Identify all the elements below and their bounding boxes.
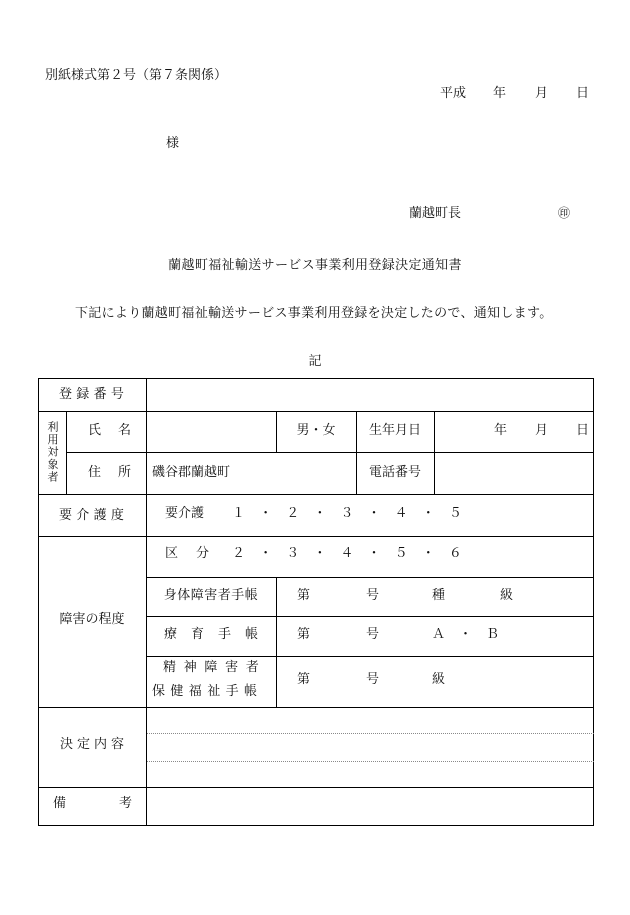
address-label: 住所	[88, 464, 149, 479]
column-divider	[276, 577, 277, 707]
row-divider	[146, 656, 594, 657]
address-value: 磯谷郡蘭越町	[152, 464, 231, 479]
remarks-label: 備考	[53, 795, 186, 810]
note-heading: 記	[308, 353, 322, 368]
category-option: ２	[232, 545, 246, 560]
column-divider	[66, 411, 67, 494]
option-separator: ・	[313, 505, 327, 520]
mental-no-suffix: 号	[366, 671, 380, 686]
care-level-prefix: 要介護	[165, 505, 205, 520]
subject-group-label: 利用対象者	[46, 421, 58, 484]
row-divider	[38, 707, 594, 708]
addressee-suffix: 様	[166, 135, 180, 150]
date-month: 月	[535, 85, 549, 100]
mental-grade: 級	[432, 671, 446, 686]
dotted-rule	[146, 761, 594, 762]
category-option: ４	[340, 545, 354, 560]
birthdate-day: 日	[576, 422, 590, 437]
row-divider	[146, 577, 594, 578]
care-level-options	[232, 505, 462, 521]
decision-label: 決定内容	[60, 736, 129, 751]
name-label: 氏名	[88, 422, 149, 437]
dotted-rule	[146, 733, 594, 734]
birthdate-year: 年	[494, 422, 508, 437]
body-text: 下記により蘭越町福祉輸送サービス事業利用登録を決定したので、通知します。	[75, 305, 553, 320]
mental-no-prefix: 第	[297, 671, 311, 686]
birthdate-label: 生年月日	[368, 422, 421, 437]
date-era: 平成	[440, 85, 467, 100]
rehabilitation-no-suffix: 号	[366, 626, 380, 641]
date-day: 日	[576, 85, 590, 100]
category-option: ５	[394, 545, 408, 560]
category-options	[232, 545, 462, 561]
sex-options: 男・女	[296, 422, 336, 437]
physical-handbook-label: 身体障害者手帳	[163, 587, 259, 602]
category-option: ６	[448, 545, 462, 560]
registration-number-label: 登録番号	[59, 386, 129, 401]
row-divider	[38, 411, 594, 412]
care-level-option: ２	[286, 505, 300, 520]
rehabilitation-option: Ａ	[432, 626, 446, 641]
physical-type: 種	[432, 587, 446, 602]
row-divider	[38, 787, 594, 788]
option-separator: ・	[259, 545, 273, 560]
category-option: ３	[286, 545, 300, 560]
row-divider	[38, 494, 594, 495]
rehabilitation-no-prefix: 第	[297, 626, 311, 641]
care-level-option: ４	[394, 505, 408, 520]
option-separator: ・	[459, 626, 473, 641]
seal-mark: ㊞	[558, 206, 571, 220]
care-level-option: １	[232, 505, 246, 520]
row-divider	[146, 616, 594, 617]
document-title: 蘭越町福祉輸送サービス事業利用登録決定通知書	[168, 257, 462, 272]
care-level-option: ５	[448, 505, 462, 520]
disability-label: 障害の程度	[59, 611, 125, 626]
care-level-option: ３	[340, 505, 354, 520]
option-separator: ・	[367, 505, 381, 520]
phone-label: 電話番号	[368, 464, 421, 479]
rehabilitation-handbook-label: 療育手帳	[164, 626, 273, 641]
option-separator: ・	[313, 545, 327, 560]
option-separator: ・	[367, 545, 381, 560]
row-divider	[38, 536, 594, 537]
mental-handbook-label-line1: 精神障害者	[163, 659, 267, 674]
physical-grade: 級	[500, 587, 514, 602]
issuer-name: 蘭越町長	[409, 205, 462, 220]
birthdate-month: 月	[535, 422, 549, 437]
option-separator: ・	[259, 505, 273, 520]
mental-handbook-label-line2: 保健福祉手帳	[152, 683, 263, 698]
physical-no-suffix: 号	[366, 587, 380, 602]
category-label: 区分	[165, 545, 228, 560]
date-year: 年	[493, 85, 507, 100]
form-number: 別紙様式第２号（第７条関係）	[45, 67, 228, 82]
care-level-label: 要介護度	[59, 507, 129, 522]
physical-no-prefix: 第	[297, 587, 311, 602]
option-separator: ・	[421, 545, 435, 560]
option-separator: ・	[421, 505, 435, 520]
rehabilitation-option: Ｂ	[486, 626, 500, 641]
column-divider	[434, 411, 435, 494]
